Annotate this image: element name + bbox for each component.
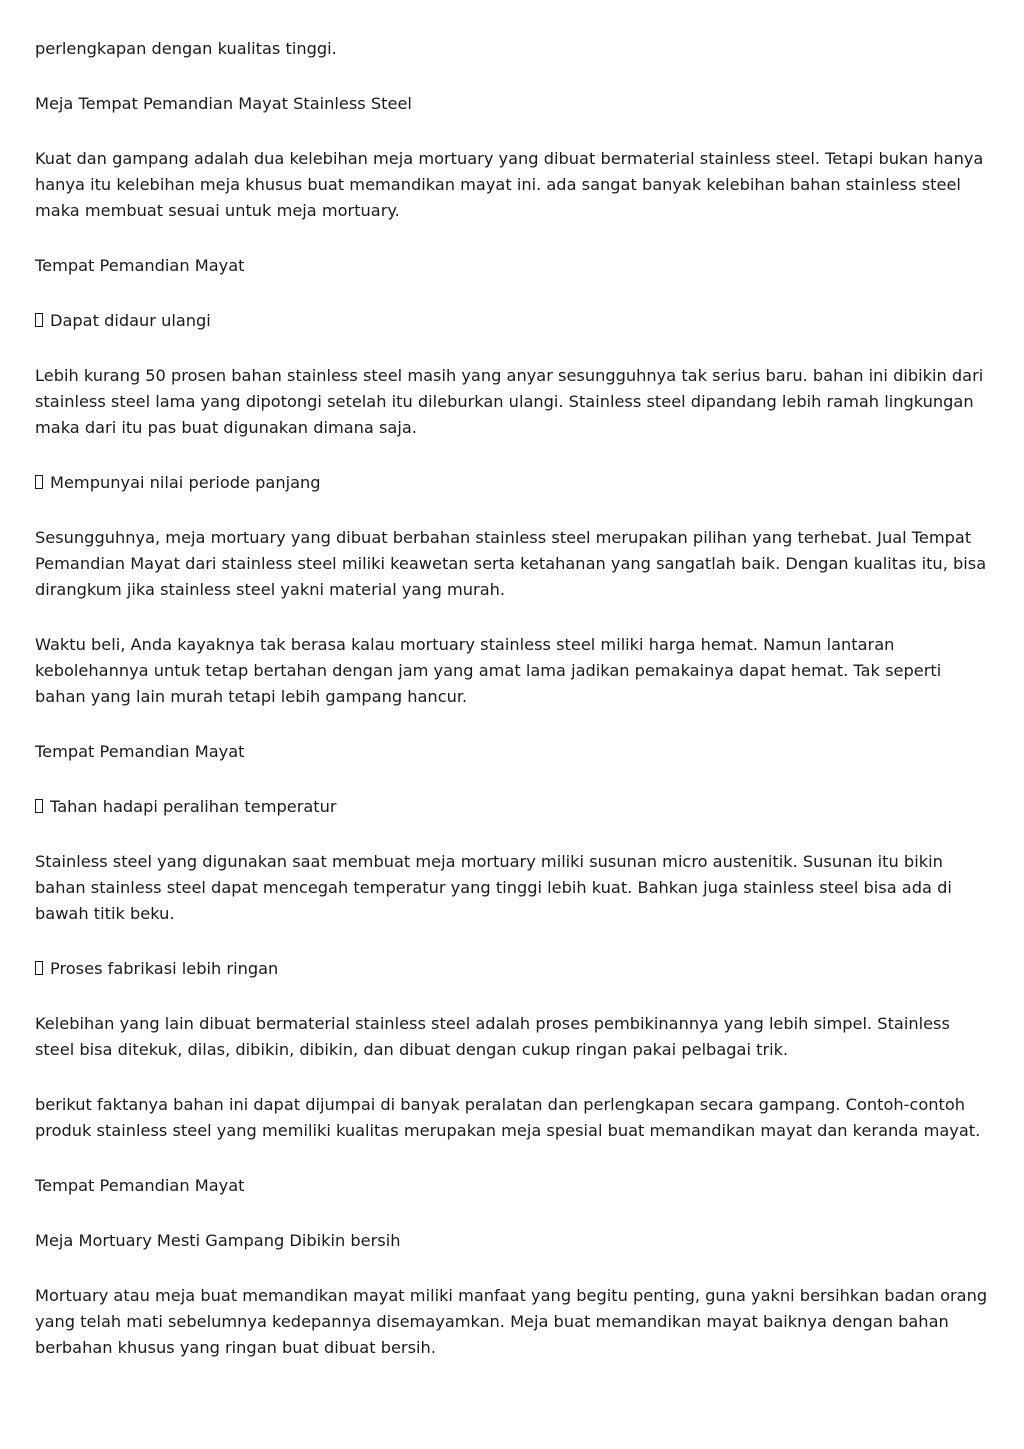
missing-glyph-icon — [35, 799, 43, 813]
missing-glyph-icon — [35, 961, 43, 975]
section-heading: Tempat Pemandian Mayat — [35, 742, 245, 761]
missing-glyph-icon — [35, 313, 43, 327]
paragraph: Kelebihan yang lain dibuat bermaterial stainless steel adalah proses pembikinannya yang lebih simpel. Stainless steel bisa ditekuk, dilas, dibikin, dibikin, dan dibuat dengan cukup ringan pakai pelbagai trik. — [35, 1014, 950, 1059]
bullet-item — [35, 308, 990, 334]
bullet-item-label: Tahan hadapi peralihan temperatur — [50, 797, 337, 816]
section-heading: Tempat Pemandian Mayat — [35, 256, 245, 275]
paragraph: berikut faktanya bahan ini dapat dijumpai di banyak peralatan dan perlengkapan secara gampang. Contoh-contoh produk stainless steel yang memiliki kualitas merupakan meja spesial buat memandikan mayat dan keranda mayat. — [35, 1095, 981, 1140]
paragraph: perlengkapan dengan kualitas tinggi. — [35, 39, 337, 58]
bullet-item — [35, 956, 990, 982]
missing-glyph-icon — [35, 475, 43, 489]
section-heading: Meja Tempat Pemandian Mayat Stainless Steel — [35, 94, 412, 113]
section-heading: Meja Mortuary Mesti Gampang Dibikin bersih — [35, 1231, 401, 1250]
bullet-item-label: Dapat didaur ulangi — [50, 311, 211, 330]
bullet-item — [35, 794, 990, 820]
paragraph: Kuat dan gampang adalah dua kelebihan meja mortuary yang dibuat bermaterial stainless steel. Tetapi bukan hanya hanya itu kelebihan meja khusus buat memandikan mayat ini. ada sangat banyak kelebihan bahan stainless steel maka membuat sesuai untuk meja mortuary. — [35, 149, 984, 220]
paragraph: Waktu beli, Anda kayaknya tak berasa kalau mortuary stainless steel miliki harga hemat. Namun lantaran kebolehannya untuk tetap bertahan dengan jam yang amat lama jadikan pemakainya dapat hemat. Tak seperti bahan yang lain murah tetapi lebih gampang hancur. — [35, 635, 942, 706]
bullet-item — [35, 470, 990, 496]
bullet-item-label: Proses fabrikasi lebih ringan — [50, 959, 279, 978]
paragraph: Mortuary atau meja buat memandikan mayat miliki manfaat yang begitu penting, guna yakni bersihkan badan orang yang telah mati sebelumnya kedepannya disemayamkan. Meja buat memandikan mayat baiknya dengan bahan berbahan khusus yang ringan buat dibuat bersih. — [35, 1286, 988, 1357]
paragraph: Sesungguhnya, meja mortuary yang dibuat berbahan stainless steel merupakan pilihan yang terhebat. Jual Tempat Pemandian Mayat dari stainless steel miliki keawetan serta ketahanan yang sangatlah baik. Dengan kualitas itu, bisa dirangkum jika stainless steel yakni material yang murah. — [35, 528, 987, 599]
paragraph: Stainless steel yang digunakan saat membuat meja mortuary miliki susunan micro austenitik. Susunan itu bikin bahan stainless steel dapat mencegah temperatur yang tinggi lebih kuat. Bahkan juga stainless steel bisa ada di bawah titik beku. — [35, 852, 952, 923]
bullet-item-label: Mempunyai nilai periode panjang — [50, 473, 321, 492]
document-page — [35, 36, 990, 1390]
section-heading: Tempat Pemandian Mayat — [35, 1176, 245, 1195]
paragraph: Lebih kurang 50 prosen bahan stainless steel masih yang anyar sesungguhnya tak serius baru. bahan ini dibikin dari stainless steel lama yang dipotongi setelah itu dileburkan ulangi. Stainless steel dipandang lebih ramah lingkungan maka dari itu pas buat digunakan dimana saja. — [35, 366, 984, 437]
